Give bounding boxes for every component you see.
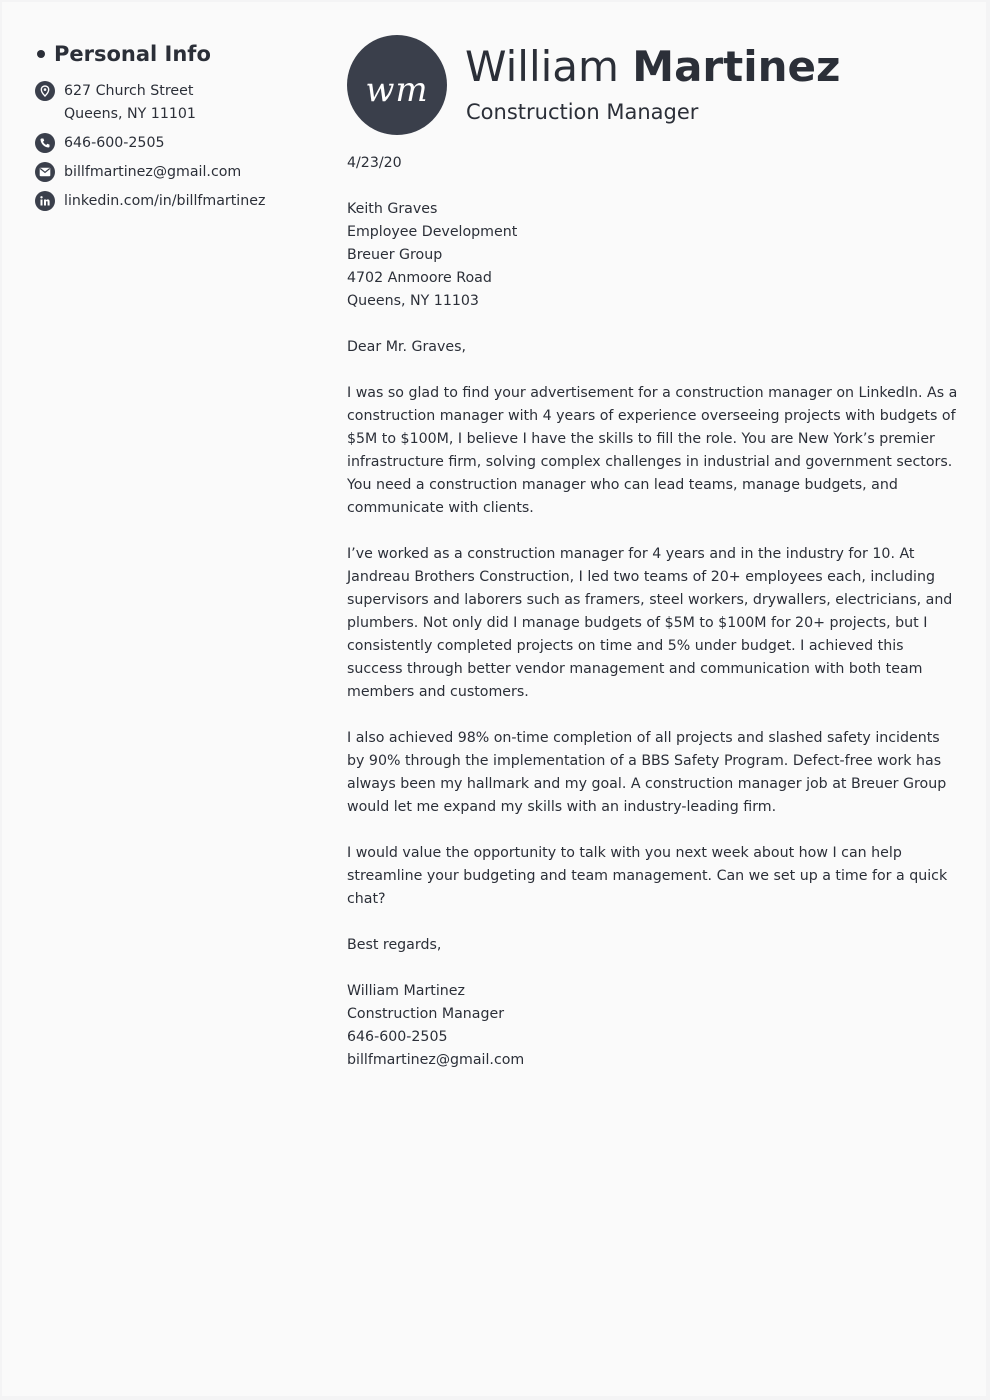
linkedin-link[interactable]: linkedin.com/in/billfmartinez [64,193,266,209]
email-icon [35,162,55,182]
recipient-city: Queens, NY 11103 [347,293,479,309]
location-icon [35,81,55,101]
contact-email [35,161,325,184]
signature-title: Construction Manager [347,1006,505,1022]
sidebar [35,40,325,219]
paragraph-3: I also achieved 98% on-time completion of all projects and slashed safety incidents by 90% through the implementation of a BBS Safety Program. Defect-free work has always been my hallmark and my goal. A construction manager job at Breuer Group would let me expand my skills with an industry-leading firm. [347,730,947,815]
paragraph-4: I would value the opportunity to talk with you next week about how I can help streamline your budgeting and team management. Can we set up a time for a quick chat? [347,845,948,907]
contact-address [35,80,325,126]
personal-info-heading [35,40,325,68]
recipient-name: Keith Graves [347,201,438,217]
salutation: Dear Mr. Graves, [347,339,467,355]
signature-email: billfmartinez@gmail.com [347,1052,525,1068]
recipient-street: 4702 Anmoore Road [347,270,492,286]
monogram-avatar [347,35,447,135]
signature-phone: 646-600-2505 [347,1029,448,1045]
applicant-name [465,39,840,95]
closing: Best regards, [347,937,442,953]
address-line-1: 627 Church Street [64,83,194,99]
paragraph-1: I was so glad to find your advertisement for a construction manager on LinkedIn. As a construction manager with 4 years of experience overseeing projects with budgets of $5M to $100M, I believe I have the skills to fill the role. You are New York’s premier infrastructure firm, solving complex challenges in industrial and government sectors. You need a construction manager who can lead teams, manage budgets, and communicate with clients. [347,385,958,516]
personal-info-title: Personal Info [54,42,211,66]
cover-letter-page [2,2,986,1396]
phone-text: 646-600-2505 [64,135,165,151]
email-link[interactable]: billfmartinez@gmail.com [64,164,242,180]
contact-phone [35,132,325,155]
bullet-dot [37,50,45,58]
phone-icon [35,133,55,153]
recipient-company: Breuer Group [347,247,443,263]
last-name: Martinez [632,42,841,91]
paragraph-2: I’ve worked as a construction manager for 4 years and in the industry for 10. At Jandreau Brothers Construction, I led two teams of 20+ employees each, including supervisors and laborers such as framers, steel workers, drywallers, electricians, and plumbers. Not only did I manage budgets of $5M to $100M for 20+ projects, but I consistently completed projects on time and 5% under budget. I achieved this success through better vendor management and communication with both team members and customers. [347,546,953,700]
signature-name: William Martinez [347,983,465,999]
letter-date: 4/23/20 [347,155,402,171]
address-line-2: Queens, NY 11101 [64,106,196,122]
letter-body [347,152,959,1072]
job-title: Construction Manager [466,100,699,124]
contact-linkedin [35,190,325,213]
recipient-department: Employee Development [347,224,518,240]
first-name: William [465,42,619,91]
signature-block [347,980,959,1072]
monogram-text: wm [365,70,429,110]
recipient-block [347,198,959,313]
linkedin-icon [35,191,55,211]
